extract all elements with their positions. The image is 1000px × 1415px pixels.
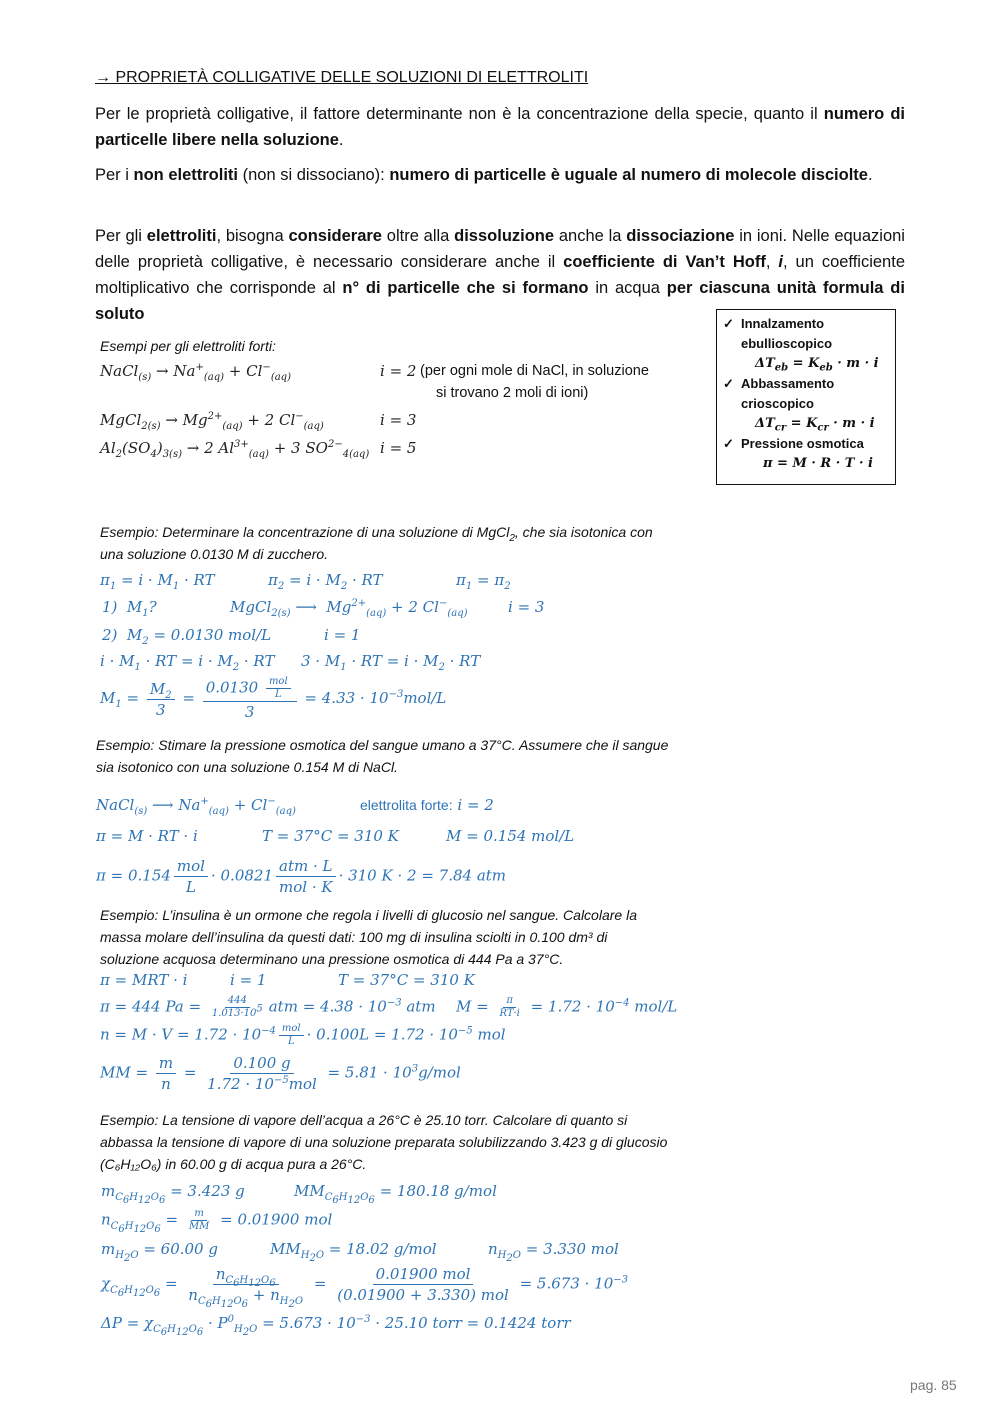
ex1-line-1: $\pi_1 = i \cdot M_1$ · RT [100, 571, 215, 592]
ex3-line-4: MM = $\frac{m}{n}$ = $\frac{0.100 g}{1.72 \cdot 10^{-5}mol}$ = $5.81 \cdot 10^3g$/mol [100, 1054, 461, 1093]
p1-end: . [338, 131, 344, 149]
ex1-line-4: $i \cdot M_1$ · RT = $i \cdot M_2$ · RT [100, 652, 275, 673]
ex2-t1: Esempio: Stimare la pressione osmotica del sangue umano a 37°C. Assumere che il sangue [96, 737, 669, 753]
example-2-title [96, 734, 668, 778]
p1-text: Per le proprietà colligative, il fattore determinante non è la concentrazione della specie, quanto il [95, 105, 824, 123]
box-formula-osmotic: π = M · R · T · i [763, 456, 873, 471]
ex4-t3: (C₆H₁₂O₆) in 60.00 g di acqua pura a 26°C. [100, 1156, 367, 1172]
p3-d: considerare [288, 227, 382, 245]
ex3-line-1c: T = 37°C = 310 K [338, 971, 475, 989]
ex4-t2: abbassa la tensione di vapore di una soluzione preparata solubilizzando 3.423 g di glucosio [100, 1134, 668, 1150]
p3-o: in acqua [588, 279, 667, 297]
box-label: Pressione osmotica [741, 436, 864, 451]
p3-j: coefficiente di Van’t Hoff [563, 253, 766, 271]
ex4-line-2: $n_{C_6H_{12}O_6}$ = $\frac{m}{MM}$ = 0.01900 mol [101, 1208, 333, 1235]
strong-examples-title: Esempi per gli elettroliti forti: [100, 338, 276, 354]
ex1-t3: una soluzione 0.0130 M di zucchero. [100, 546, 329, 562]
box-label: Innalzamento [741, 316, 825, 331]
box-formula-cr: $\Delta T_{cr} = K_{cr} \cdot m \cdot i$ [755, 416, 875, 434]
check-icon: ✓ [723, 376, 734, 391]
ex4-line-5: $\Delta P = \chi_{C_6H_{12}O_6} \cdot P^0_{H_2O} = 5.673 \cdot 10^{-3} \cdot 25.10$ torr = 0.1424 torr [101, 1314, 571, 1338]
p3-k: , [765, 253, 779, 271]
ex3-t3: soluzione acquosa determinano una pressione osmotica di 444 Pa a 37°C. [100, 951, 564, 967]
ex1-line-2: 1) $M_1$? [102, 598, 157, 619]
p3-l: i [778, 253, 783, 271]
p2-bold-d: numero di particelle è uguale al numero di molecole disciolte [389, 166, 868, 184]
ex1-line-5: $M_1$ = $\frac{M_2}{3}$ = 0.0130 $\frac{\text{mol}}{L}$ 3 = $4.33 \cdot 10^{-3}mol/L$ [100, 676, 447, 721]
i-value: i = 5 [380, 439, 417, 457]
ex1-line-3: 2) $M_2 = 0.0130$ mol/L [102, 626, 272, 647]
example-3-title [100, 904, 637, 970]
ex1-line-2c: i = 3 [508, 598, 545, 616]
ex3-line-2b: M = $\frac{\pi}{RT\cdot i}$ = $1.72 \cdot 10^{-4}$ mol/L [456, 995, 678, 1019]
box-label: Abbassamento [741, 376, 835, 391]
page-number: pag. 85 [910, 1377, 957, 1393]
ex4-line-3: $m_{H_2O} = 60.00$ g [101, 1240, 218, 1264]
p2-end: . [867, 166, 873, 184]
i-note: si trovano 2 moli di ioni) [436, 385, 589, 401]
equation-nacl: NaCl$_{(s)}$ → $Na^+_{(aq)} + Cl^-_{(aq)}$ [100, 362, 291, 383]
ex3-t2: massa molare dell’insulina da questi dati: 100 mg di insulina sciolti in 0.100 dm³ di [100, 929, 608, 945]
box-label: ebullioscopico [741, 336, 833, 351]
ex3-line-3: $n = M \cdot V = 1.72 \cdot 10^{-4}$ $\frac{\text{mol}}{L}$ · $0.100L = 1.72 \cdot 10^{-5}$ mol [100, 1023, 506, 1047]
check-icon: ✓ [723, 316, 734, 331]
p3-f: dissoluzione [454, 227, 555, 245]
colligative-summary-box [716, 309, 896, 485]
ex2-line-2b: T = 37°C = 310 K [262, 827, 399, 845]
ex1-sub: 2 [509, 532, 515, 544]
ex1-line-1c: $\pi_1 = \pi_2$ [456, 571, 511, 592]
ex2-line-3: π = 0.154 $\frac{\text{mol}}{L}$ · 0.0821 $\frac{\text{atm · L}}{\text{mol · K}}$ · 310 K · 2 = 7.84 atm [96, 857, 507, 896]
ex1-t2: , che sia isotonica con [514, 524, 653, 540]
box-label: crioscopico [741, 396, 814, 411]
p3-i: in ioni. Nelle equazioni delle proprietà colligative, è necessario considerare anche il [95, 227, 905, 271]
ex1-line-4b: $3 \cdot M_1$ · RT = $i \cdot M_2$ · RT [301, 652, 481, 673]
heading-text: PROPRIETÀ COLLIGATIVE DELLE SOLUZIONI DI ELETTROLITI [115, 69, 589, 86]
i-value: i = 2 [380, 362, 417, 380]
ex3-line-1: π = MRT · i [100, 971, 188, 989]
p3-p: per ciascuna unità formula di soluto [95, 279, 905, 323]
ex2-line-1: NaCl$_{(s)}$ ⟶ $Na^+_{(aq)} + Cl^-_{(aq)}$ [96, 796, 296, 817]
ex1-line-2b: MgCl$_{2(s)}$ ⟶ $Mg^{2+}_{(aq)} + 2$ $Cl^-_{(aq)}$ [230, 598, 468, 619]
equation-al2so43: $Al_2(SO_4)_{3(s)} \to 2$ $Al^{3+}_{(aq)} + 3$ $SO^{2-}_{4(aq)}$ [100, 439, 370, 460]
p3-h: dissociazione [626, 227, 735, 245]
ex4-line-1b: $MM_{C_6H_{12}O_6} = 180.18$ g/mol [294, 1182, 497, 1206]
p3-b: elettroliti [146, 227, 217, 245]
ex4-line-4: $\chi_{C_6H_{12}O_6}$ = $\frac{n_{C_6H_{12}O_6}}{n_{C_6H_{12}O_6} + n_{H_2O}}$ = $\frac{\text{0.01900 mol}}{\text{(0.01900 + 3.330) mol}}$ = $5.673 \cdot 10^{-3}$ [101, 1265, 629, 1310]
ex3-line-2: π = 444 Pa = $\frac{444}{1.013\cdot 10^5}$ atm = $4.38 \cdot 10^{-3}$ atm [100, 995, 436, 1019]
paragraph-non-electrolytes [95, 162, 905, 188]
p1-bold: numero di particelle libere nella soluzione [95, 105, 905, 149]
ex4-line-3b: $MM_{H_2O} = 18.02$ g/mol [270, 1240, 437, 1264]
ex4-line-1: $m_{C_6H_{12}O_6} = 3.423$ g [101, 1182, 245, 1206]
check-icon: ✓ [723, 436, 734, 451]
section-heading [95, 69, 588, 87]
equation-mgcl2: MgCl$_{2(s)}$ → $Mg^{2+}_{(aq)} + 2$ $Cl^-_{(aq)}$ [100, 411, 324, 432]
p2-bold-b: non elettroliti [133, 166, 239, 184]
p2-text-c: (non si dissociano): [238, 166, 390, 184]
ex3-line-1b: i = 1 [230, 971, 267, 989]
p3-m: , un coefficiente moltiplicativo che corrisponde al [95, 253, 905, 297]
ex1-line-3b: i = 1 [324, 626, 361, 644]
p3-c: , bisogna [216, 227, 289, 245]
p3-e: oltre alla [381, 227, 455, 245]
ex2-line-2: π = M · RT · i [96, 827, 198, 845]
ex2-line-1b: elettrolita forte: i = 2 [360, 796, 494, 814]
ex2-electrolyte: elettrolita forte: [360, 797, 453, 813]
example-1-title [100, 521, 653, 565]
ex2-line-2c: M = 0.154 mol/L [446, 827, 575, 845]
ex1-line-1b: $\pi_2 = i \cdot M_2$ · RT [268, 571, 383, 592]
p3-a: Per gli [95, 227, 147, 245]
p3-g: anche la [554, 227, 627, 245]
i-value: i = 3 [380, 411, 417, 429]
paragraph-intro [95, 101, 905, 153]
example-4-title [100, 1109, 667, 1175]
ex4-line-3c: $n_{H_2O} = 3.330$ mol [488, 1240, 619, 1264]
ex3-t1: Esempio: L’insulina è un ormone che regola i livelli di glucosio nel sangue. Calcolare la [100, 907, 637, 923]
arrow-glyph: → [95, 69, 111, 86]
ex1-t1: Esempio: Determinare la concentrazione di una soluzione di MgCl [100, 524, 510, 540]
ex4-t1: Esempio: La tensione di vapore dell’acqua a 26°C è 25.10 torr. Calcolare di quanto si [100, 1112, 628, 1128]
p3-n: n° di particelle che si formano [342, 279, 589, 297]
ex2-t2: sia isotonico con una soluzione 0.154 M di NaCl. [96, 759, 398, 775]
box-formula-eb: $\Delta T_{eb} = K_{eb} \cdot m \cdot i$ [755, 356, 879, 374]
i-note: (per ogni mole di NaCl, in soluzione [420, 363, 649, 379]
p2-text-a: Per i [95, 166, 134, 184]
